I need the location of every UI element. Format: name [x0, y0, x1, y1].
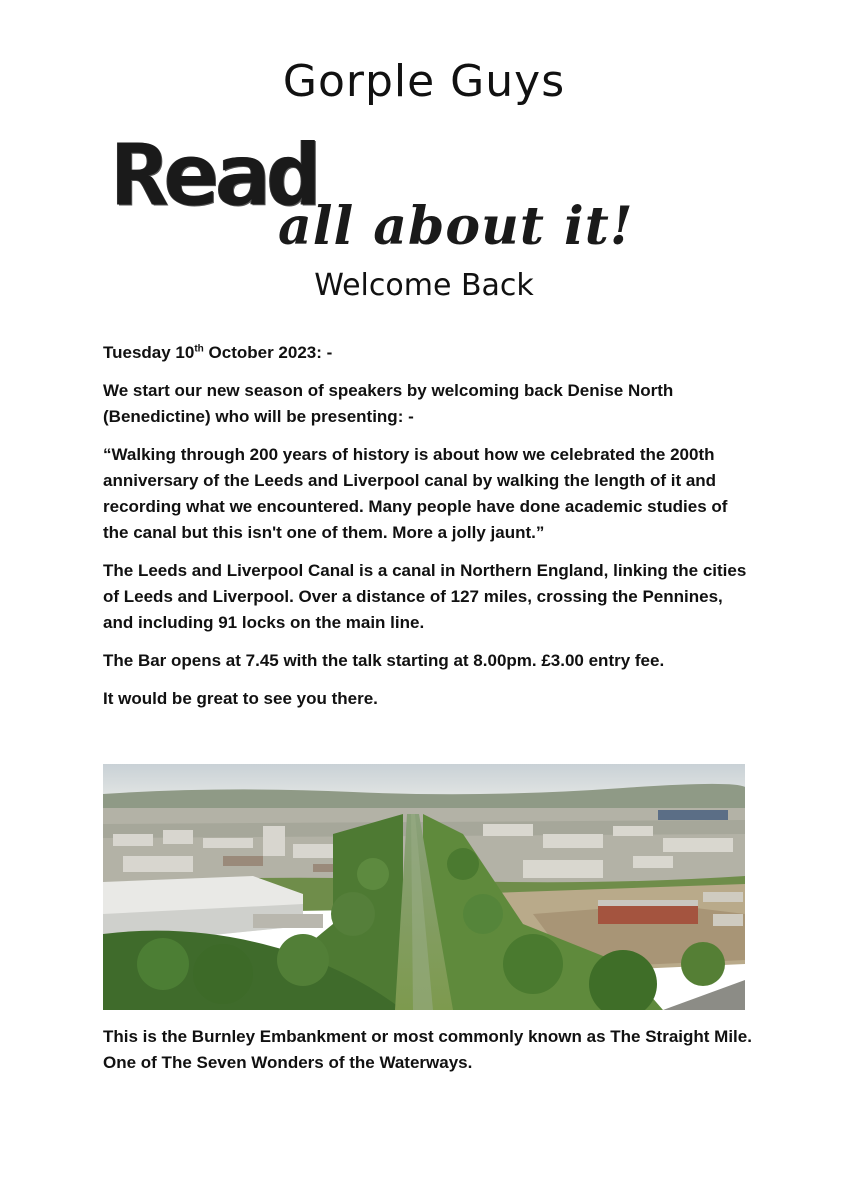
- talk-quote: “Walking through 200 years of history is about how we celebrated the 200th anniversary of the Leeds and Liverpool canal by walking the length of it and recording what we encountered. Many people have done academic studies of the canal but this isn't one of them. More a jolly jaunt.”: [103, 445, 728, 542]
- canal-aerial-photo: [103, 764, 745, 1010]
- event-timing: The Bar opens at 7.45 with the talk starting at 8.00pm. £3.00 entry fee.: [103, 651, 665, 670]
- event-details: [103, 340, 753, 724]
- photo-caption: This is the Burnley Embankment or most commonly known as The Straight Mile. One of The Seven Wonders of the Waterways.: [103, 1027, 752, 1072]
- event-date-day: Tuesday 10: [103, 343, 195, 362]
- club-name: Gorple Guys: [282, 56, 566, 107]
- event-date: [103, 340, 753, 366]
- canal-info: The Leeds and Liverpool Canal is a canal in Northern England, linking the cities of Leeds and Liverpool. Over a distance of 127 miles, crossing the Pennines, and including 91 locks on the main line.: [103, 561, 747, 632]
- event-date-suffix: th: [194, 343, 204, 355]
- event-date-rest: October 2023: -: [203, 343, 333, 362]
- read-logo-word: Read: [112, 126, 318, 225]
- closing-line: It would be great to see you there.: [103, 689, 378, 708]
- event-intro: We start our new season of speakers by welcoming back Denise North (Benedictine) who will be presenting: -: [103, 381, 674, 426]
- tagline: all about it!: [278, 196, 634, 257]
- section-title: Welcome Back: [314, 268, 534, 303]
